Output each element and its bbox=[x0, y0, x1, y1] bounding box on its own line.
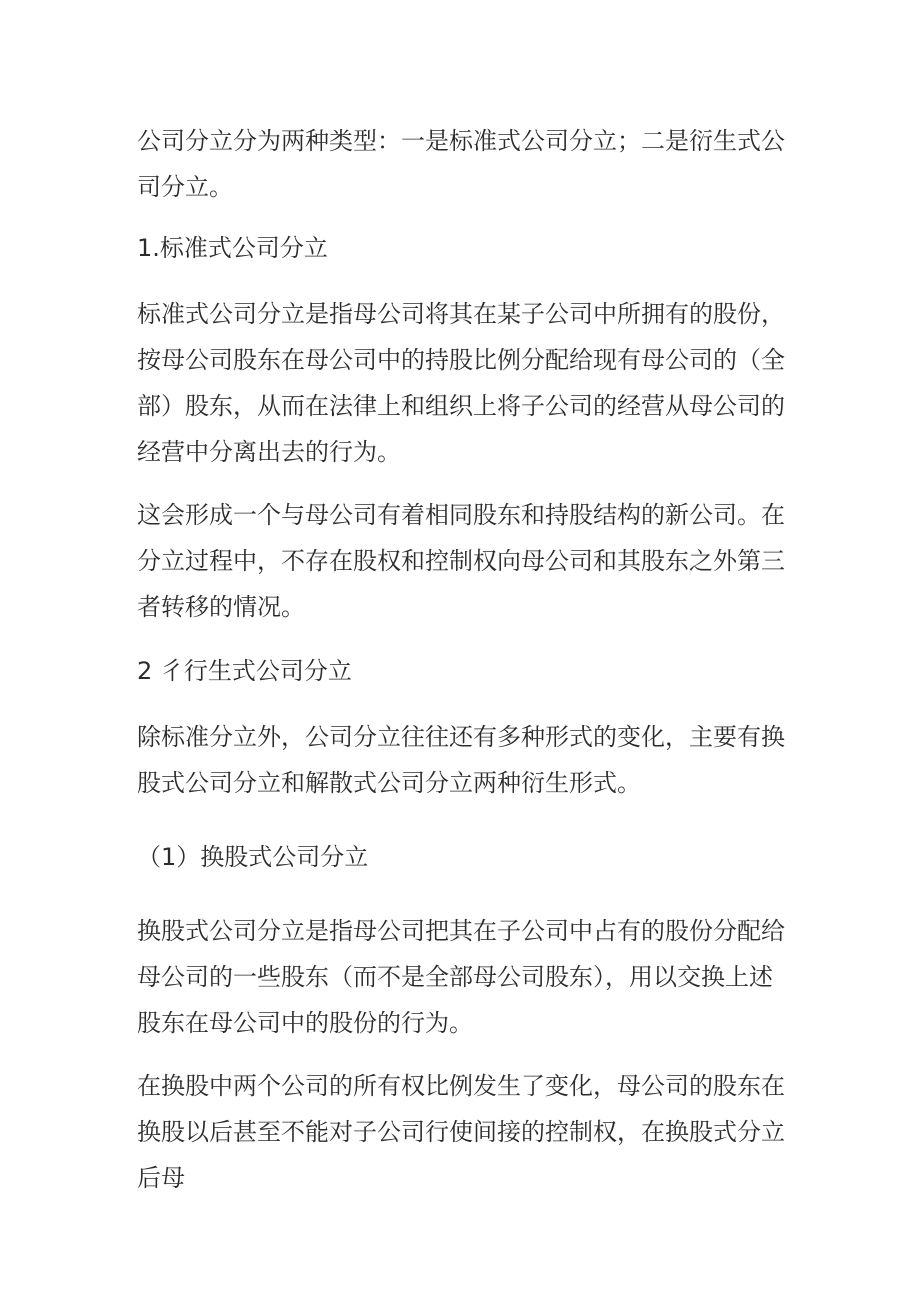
paragraph-standard-definition: 标准式公司分立是指母公司将其在某子公司中所拥有的股份，按母公司股东在母公司中的持股比例分配给现有母公司的（全部）股东，从而在法律上和组织上将子公司的经营从母公司的经营中分离出去的行为。 bbox=[137, 300, 785, 466]
heading-standard-spin-off: 1.标准式公司分立 bbox=[137, 234, 328, 262]
paragraph-share-exchange-effect: 在换股中两个公司的所有权比例发生了变化，母公司的股东在换股以后甚至不能对子公司行使间接的控制权，在换股式分立后母 bbox=[137, 1072, 785, 1192]
heading-share-exchange-spin-off: （1）换股式公司分立 bbox=[137, 843, 369, 871]
paragraph-standard-result: 这会形成一个与母公司有着相同股东和持股结构的新公司。在分立过程中，不存在股权和控制权向母公司和其股东之外第三者转移的情况。 bbox=[137, 501, 785, 621]
paragraph-derivative-forms: 除标准分立外，公司分立往往还有多种形式的变化，主要有换股式公司分立和解散式公司分立两种衍生形式。 bbox=[137, 723, 785, 797]
document-body bbox=[137, 118, 787, 1201]
paragraph-intro: 公司分立分为两种类型：一是标准式公司分立；二是衍生式公司分立。 bbox=[137, 127, 785, 201]
paragraph-share-exchange-definition: 换股式公司分立是指母公司把其在子公司中占有的股份分配给母公司的一些股东（而不是全部母公司股东），用以交换上述股东在母公司中的股份的行为。 bbox=[137, 917, 785, 1037]
heading-derivative-spin-off: 2 彳行生式公司分立 bbox=[137, 657, 352, 685]
